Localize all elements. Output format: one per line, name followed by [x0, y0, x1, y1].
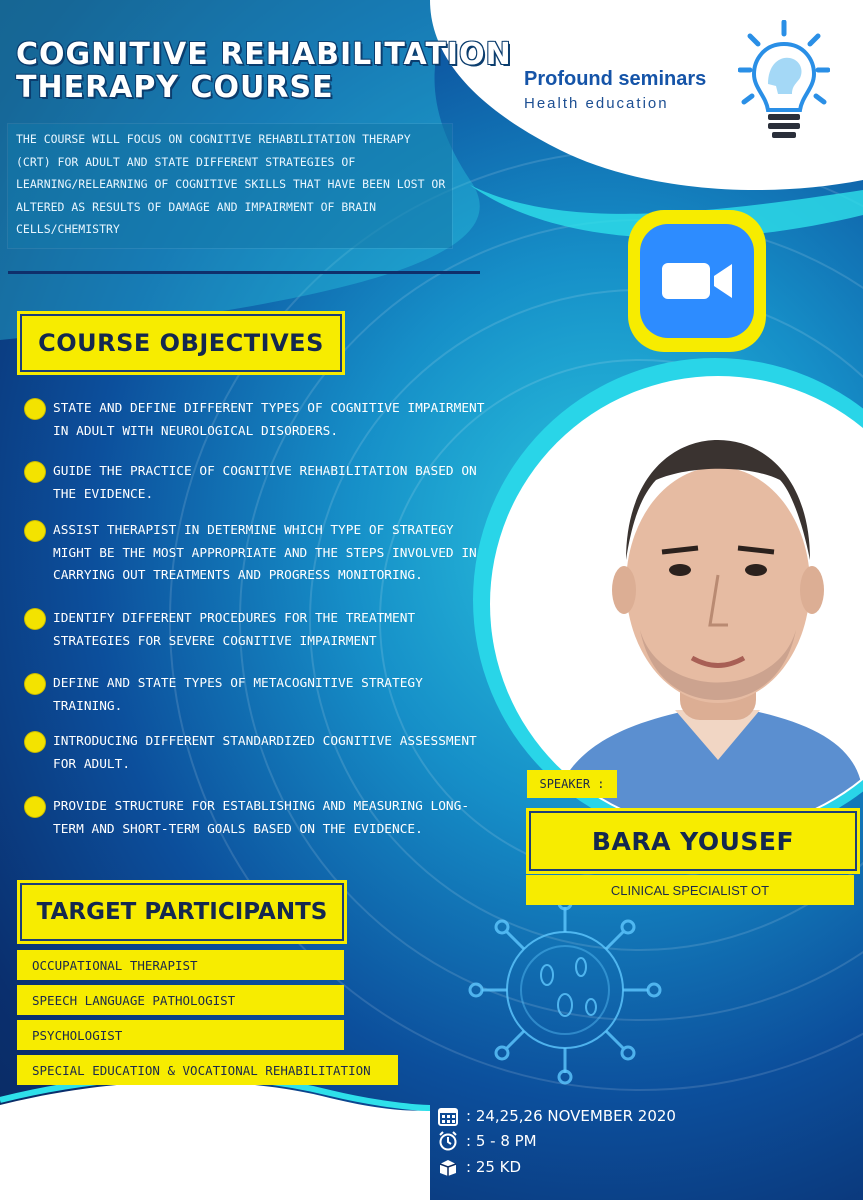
bullet-icon: [25, 399, 45, 419]
list-item: [25, 673, 495, 718]
list-item: [25, 520, 495, 588]
phone-icon: [38, 1138, 64, 1164]
participant-item: SPEECH LANGUAGE PATHOLOGIST: [17, 985, 344, 1015]
list-item: [25, 398, 495, 443]
course-description: THE COURSE WILL FOCUS ON COGNITIVE REHABILITATION THERAPY (CRT) FOR ADULT AND STATE DIFFERENT STRATEGIES OF LEARNING/RELEARNING OF COGNITIVE SKILLS THAT HAVE BEEN LOST OR ALTERED AS RESULTS OF DAMAGE AND IMPAIRMENT OF BRAIN CELLS/CHEMISTRY: [16, 132, 446, 236]
bullet-icon: [25, 462, 45, 482]
participants-heading: TARGET PARTICIPANTS: [36, 899, 328, 925]
list-item: [25, 608, 495, 653]
lightbulb-brain-icon: [738, 20, 830, 146]
participant-item: PSYCHOLOGIST: [17, 1020, 344, 1050]
speaker-name: BARA YOUSEF: [591, 826, 795, 856]
objectives-heading-box: [17, 311, 345, 375]
speaker-label: SPEAKER :: [527, 770, 617, 798]
objective-text: STATE AND DEFINE DIFFERENT TYPES OF COGNITIVE IMPAIRMENT IN ADULT WITH NEUROLOGICAL DISORDERS.: [53, 401, 485, 439]
objective-text: GUIDE THE PRACTICE OF COGNITIVE REHABILITATION BASED ON THE EVIDENCE.: [53, 464, 477, 502]
brand-name: Profound seminars: [524, 68, 707, 90]
bullet-icon: [25, 732, 45, 752]
objective-text: INTRODUCING DIFFERENT STANDARDIZED COGNITIVE ASSESSMENT FOR ADULT.: [53, 734, 477, 772]
bullet-icon: [25, 797, 45, 817]
event-dates: : 24,25,26 NOVEMBER 2020: [466, 1107, 676, 1125]
video-camera-icon: [626, 208, 768, 354]
speaker-role: CLINICAL SPECIALIST OT: [526, 875, 854, 905]
calendar-icon: [438, 1106, 458, 1126]
brand-tagline: Health education: [524, 95, 669, 112]
bullet-icon: [25, 674, 45, 694]
divider: [8, 271, 480, 274]
event-time: : 5 - 8 PM: [466, 1132, 537, 1150]
contact-phone[interactable]: [38, 1138, 204, 1164]
objective-text: PROVIDE STRUCTURE FOR ESTABLISHING AND MEASURING LONG-TERM AND SHORT-TERM GOALS BASED ON THE EVIDENCE.: [53, 799, 470, 837]
bullet-icon: [25, 521, 45, 541]
objective-text: IDENTIFY DIFFERENT PROCEDURES FOR THE TREATMENT STRATEGIES FOR SEVERE COGNITIVE IMPAIRMENT: [53, 611, 416, 649]
speaker-name-box: [526, 808, 860, 874]
phone-number: 65 77 94 18: [72, 1139, 204, 1163]
participant-item: OCCUPATIONAL THERAPIST: [17, 950, 344, 980]
list-item: [25, 461, 495, 506]
brand-block: [524, 68, 706, 112]
speaker-photo: [490, 380, 863, 820]
objective-text: ASSIST THERAPIST IN DETERMINE WHICH TYPE OF STRATEGY MIGHT BE THE MOST APPROPRIATE AND THE STEPS INVOLVED IN CARRYING OUT TREATMENTS AND PROGRESS MONITORING.: [53, 523, 477, 583]
course-title: [16, 38, 512, 104]
objective-text: DEFINE AND STATE TYPES OF METACOGNITIVE STRATEGY TRAINING.: [53, 676, 423, 714]
participants-heading-box: [17, 880, 347, 944]
list-item: [25, 731, 495, 776]
participant-item: SPECIAL EDUCATION & VOCATIONAL REHABILITATION: [17, 1055, 398, 1085]
title-line-2: THERAPY COURSE: [16, 70, 334, 105]
alarm-clock-icon: [438, 1131, 458, 1151]
price-box-icon: [438, 1157, 458, 1177]
price-row: [438, 1157, 521, 1177]
date-row: [438, 1106, 676, 1126]
bullet-icon: [25, 609, 45, 629]
objectives-heading: COURSE OBJECTIVES: [38, 329, 324, 357]
virus-icon: [455, 895, 675, 1085]
time-row: [438, 1131, 537, 1151]
event-price: : 25 KD: [466, 1158, 522, 1176]
list-item: [25, 796, 495, 841]
title-line-1: COGNITIVE REHABILITATION: [16, 37, 512, 72]
